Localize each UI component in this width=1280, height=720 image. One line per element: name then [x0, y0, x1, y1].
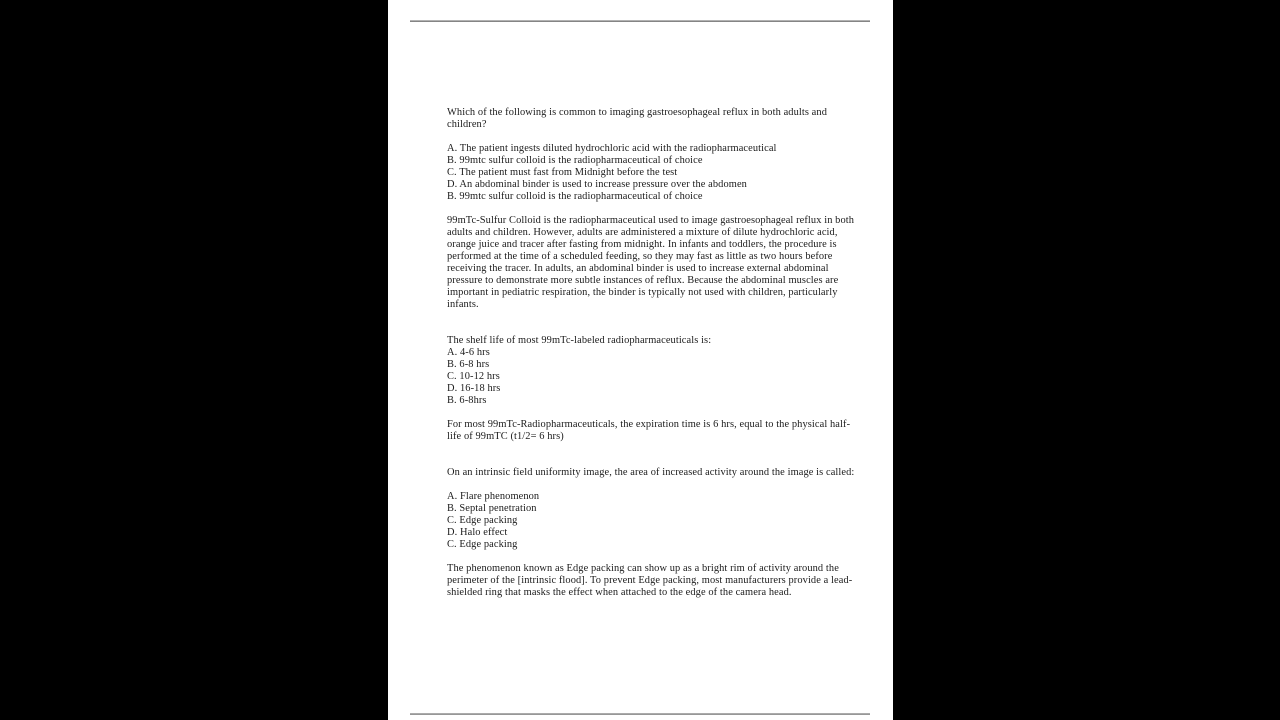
- answer-option-line: D. Halo effect: [447, 527, 508, 538]
- answer-option-line: B. 6-8 hrs: [447, 359, 490, 370]
- explanation-text-line: 99mTc-Sulfur Colloid is the radiopharmaceutical used to image gastroesophageal reflux in both: [447, 215, 855, 226]
- answer-option-line: B. 6-8hrs: [447, 395, 487, 406]
- question-text-line: Which of the following is common to imaging gastroesophageal reflux in both adults and: [447, 107, 827, 118]
- explanation-text-line: perimeter of the [intrinsic flood]. To prevent Edge packing, most manufacturers provide a lead-: [447, 575, 853, 586]
- explanation-text-line: orange juice and tracer after fasting from midnight. In infants and toddlers, the procedure is: [447, 239, 837, 250]
- explanation-text-line: The phenomenon known as Edge packing can show up as a bright rim of activity around the: [447, 563, 839, 574]
- explanation-text-line: receiving the tracer. In adults, an abdominal binder is used to increase external abdominal: [447, 263, 829, 274]
- answer-option-line: B. 99mtc sulfur colloid is the radiopharmaceutical of choice: [447, 191, 703, 202]
- document-body: [447, 107, 857, 599]
- explanation-text-line: adults and children. However, adults are administered a mixture of dilute hydrochloric acid,: [447, 227, 838, 238]
- answer-option-line: C. Edge packing: [447, 539, 518, 550]
- explanation-text-line: shielded ring that masks the effect when attached to the edge of the camera head.: [447, 587, 792, 598]
- footer-rule: [410, 713, 870, 715]
- answer-option-line: B. Septal penetration: [447, 503, 537, 514]
- question-text-line: The shelf life of most 99mTc-labeled radiopharmaceuticals is:: [447, 335, 712, 346]
- blank-line: [447, 455, 857, 467]
- question-text-line: children?: [447, 119, 487, 130]
- answer-option-line: A. The patient ingests diluted hydrochloric acid with the radiopharmaceutical: [447, 143, 777, 154]
- header-rule: [410, 20, 870, 22]
- explanation-text-line: important in pediatric respiration, the binder is typically not used with children, particularly: [447, 287, 838, 298]
- explanation-text-line: pressure to demonstrate more subtle instances of reflux. Because the abdominal muscles are: [447, 275, 839, 286]
- question-text-line: On an intrinsic field uniformity image, the area of increased activity around the image is called:: [447, 467, 855, 478]
- answer-option-line: A. 4-6 hrs: [447, 347, 490, 358]
- blank-line: [447, 551, 857, 563]
- blank-line: [447, 203, 857, 215]
- explanation-text-line: life of 99mTC (t1/2= 6 hrs): [447, 431, 564, 442]
- answer-option-line: C. Edge packing: [447, 515, 518, 526]
- blank-line: [447, 443, 857, 455]
- document-page: [388, 0, 893, 720]
- blank-line: [447, 131, 857, 143]
- answer-option-line: C. 10-12 hrs: [447, 371, 500, 382]
- explanation-text-line: performed at the time of a scheduled feeding, so they may fast as little as two hours before: [447, 251, 833, 262]
- answer-option-line: D. An abdominal binder is used to increase pressure over the abdomen: [447, 179, 747, 190]
- blank-line: [447, 311, 857, 323]
- blank-line: [447, 323, 857, 335]
- blank-line: [447, 407, 857, 419]
- explanation-text-line: For most 99mTc-Radiopharmaceuticals, the expiration time is 6 hrs, equal to the physical half-: [447, 419, 851, 430]
- answer-option-line: D. 16-18 hrs: [447, 383, 501, 394]
- explanation-text-line: infants.: [447, 299, 479, 310]
- blank-line: [447, 479, 857, 491]
- answer-option-line: C. The patient must fast from Midnight before the test: [447, 167, 678, 178]
- answer-option-line: A. Flare phenomenon: [447, 491, 540, 502]
- answer-option-line: B. 99mtc sulfur colloid is the radiopharmaceutical of choice: [447, 155, 703, 166]
